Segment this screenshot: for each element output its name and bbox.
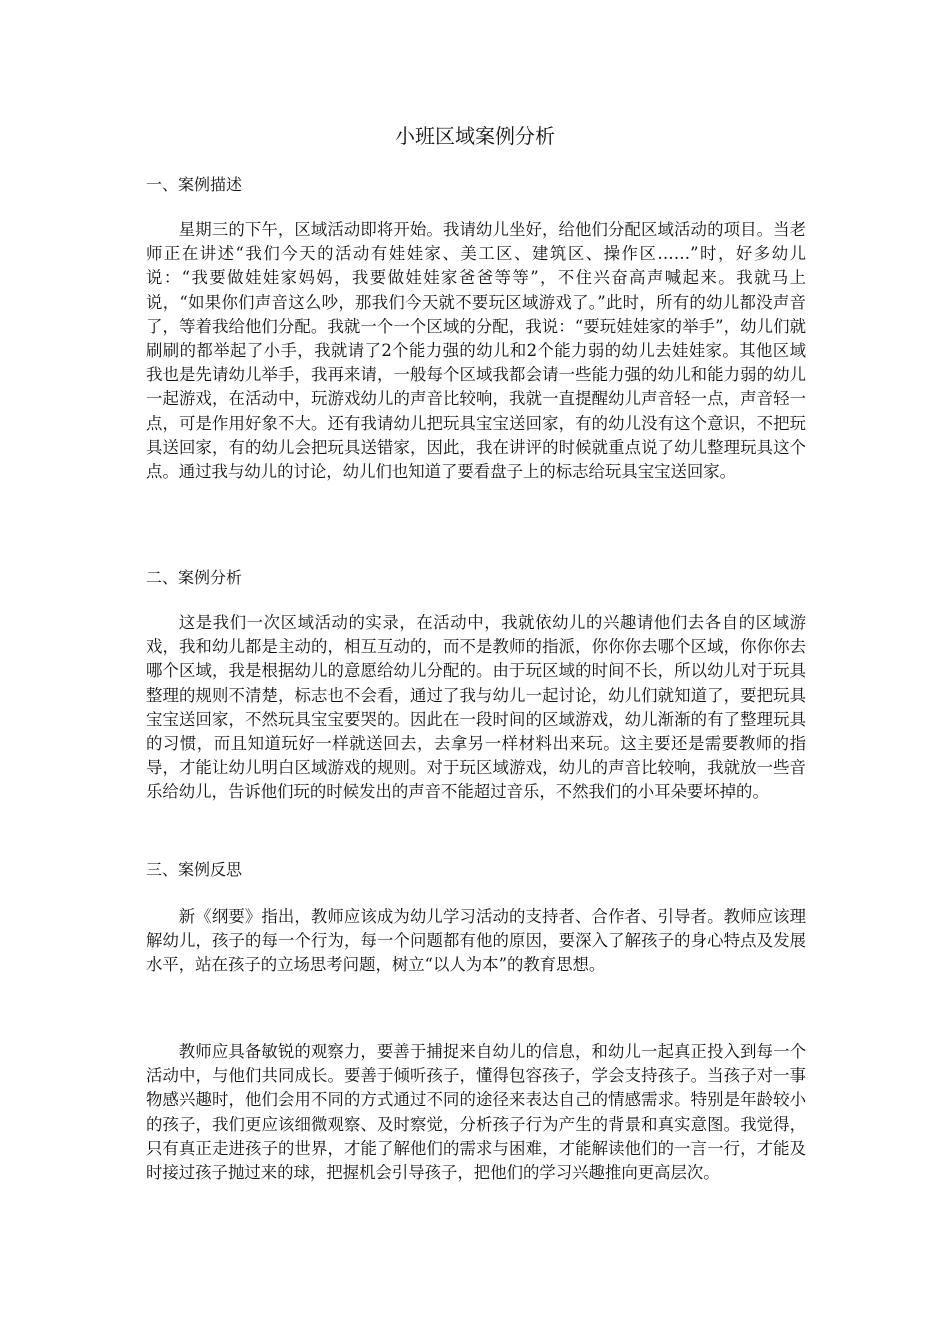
section-heading-case-reflection: 三、案例反思 (146, 860, 243, 879)
section-heading-case-description: 一、案例描述 (146, 175, 243, 194)
page-title: 小班区域案例分析 (395, 124, 555, 148)
section-heading-case-analysis: 二、案例分析 (146, 568, 243, 587)
paragraph-reflection-1: 新《纲要》指出，教师应该成为幼儿学习活动的支持者、合作者、引导者。教师应该理解幼儿，孩子的每一个行为，每一个问题都有他的原因，要深入了解孩子的身心特点及发展水平，站在孩子的立场思考问题，树立“以人为本”的教育思想。 (146, 907, 806, 975)
paragraph-case-description: 星期三的下午，区域活动即将开始。我请幼儿坐好，给他们分配区域活动的项目。当老师正在讲述“我们今天的活动有娃娃家、美工区、建筑区、操作区……”时，好多幼儿说：“我要做娃娃家妈妈，我要做娃娃家爸爸等等”，不住兴奋高声喊起来。我就马上说，“如果你们声音这么吵，那我们今天就不要玩区域游戏了。”此时，所有的幼儿都没声音了，等着我给他们分配。我就一个一个区域的分配，我说：“要玩娃娃家的举手”，幼儿们就刷刷的都举起了小手，我就请了2个能力强的幼儿和2个能力弱的幼儿去娃娃家。其他区域我也是先请幼儿举手，我再来请，一般每个区域我都会请一些能力强的幼儿和能力弱的幼儿一起游戏，在活动中，玩游戏幼儿的声音比较响，我就一直提醒幼儿声音轻一点，声音轻一点，可是作用好象不大。还有我请幼儿把玩具宝宝送回家，有的幼儿没有这个意识，不把玩具送回家，有的幼儿会把玩具送错家，因此，我在讲评的时候就重点说了幼儿整理玩具这个点。通过我与幼儿的讨论，幼儿们也知道了要看盘子上的标志给玩具宝宝送回家。 (146, 220, 806, 482)
paragraph-case-analysis: 这是我们一次区域活动的实录，在活动中，我就依幼儿的兴趣请他们去各自的区域游戏，我和幼儿都是主动的，相互互动的，而不是教师的指派，你你你去哪个区域，你你你去哪个区域，我是根据幼儿的意愿给幼儿分配的。由于玩区域的时间不长，所以幼儿对于玩具整理的规则不清楚，标志也不会看，通过了我与幼儿一起讨论，幼儿们就知道了，要把玩具宝宝送回家，不然玩具宝宝要哭的。因此在一段时间的区域游戏，幼儿渐渐的有了整理玩具的习惯，而且知道玩好一样就送回去，去拿另一样材料出来玩。这主要还是需要教师的指导，才能让幼儿明白区域游戏的规则。对于玩区域游戏，幼儿的声音比较响，我就放一些音乐给幼儿，告诉他们玩的时候发出的声音不能超过音乐，不然我们的小耳朵要坏掉的。 (146, 613, 806, 802)
paragraph-reflection-2: 教师应具备敏锐的观察力，要善于捕捉来自幼儿的信息，和幼儿一起真正投入到每一个活动中，与他们共同成长。要善于倾听孩子，懂得包容孩子，学会支持孩子。当孩子对一事物感兴趣时，他们会用不同的方式通过不同的途径来表达自己的情感需求。特别是年龄较小的孩子，我们更应该细微观察、及时察觉，分析孩子行为产生的背景和真实意图。我觉得，只有真正走进孩子的世界，才能了解他们的需求与困难，才能解读他们的一言一行，才能及时接过孩子抛过来的球，把握机会引导孩子，把他们的学习兴趣推向更高层次。 (146, 1042, 806, 1183)
